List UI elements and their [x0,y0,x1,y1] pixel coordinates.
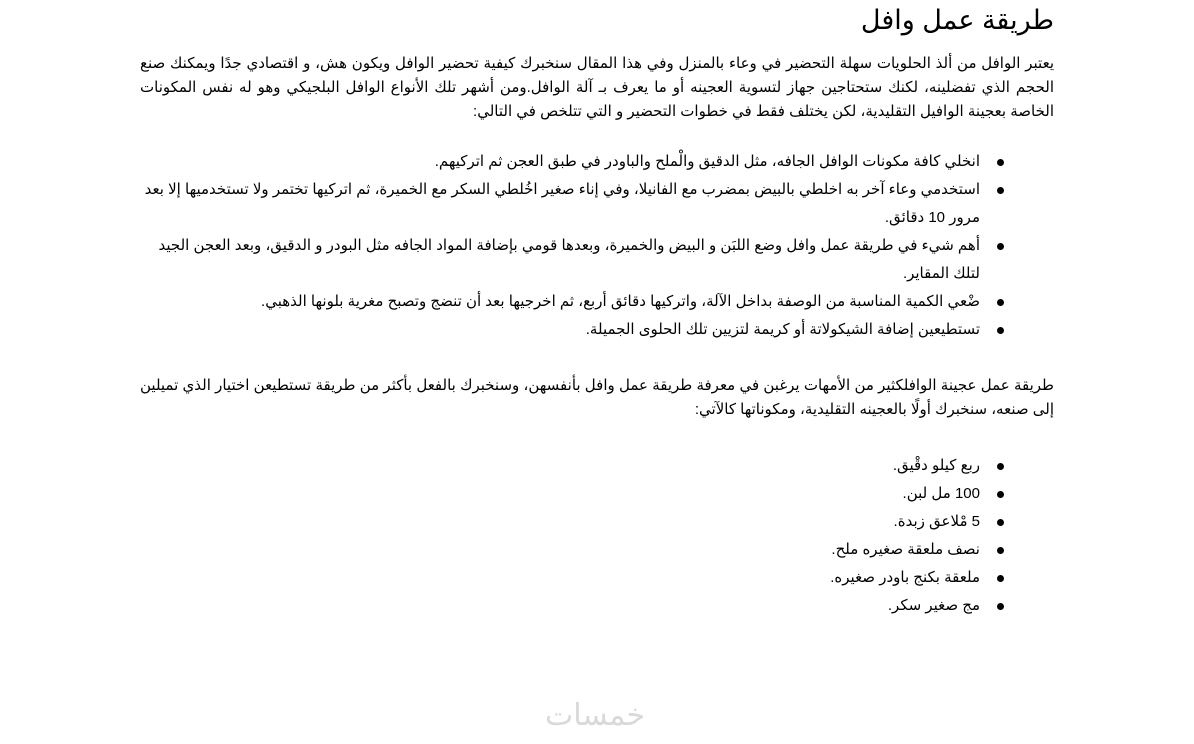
preparation-steps-list [140,148,1054,344]
dough-intro-paragraph: طريقة عمل عجينة الوافلكثير من الأمهات يرغبن في معرفة طريقة عمل وافل بأنفسهن، وسنخبرك بالفعل بأكثر من طريقة تستطيعن اختيار الذي تميلين إلى صنعه، سنخبرك أولًا بالعجينه التقليدية، ومكوناتها كالآتي: [140,377,1054,418]
article [140,0,1054,620]
article-title: طريقة عمل وافل [860,5,1054,35]
step-item: أهم شيء في طريقة عمل وافل وضع اللبَن و البيض والخميرة، وبعدها قومي بإضافة المواد الجافه مثل البودر و الدقيق، وبعد العجن الجيد لتلك المقاير. [140,232,1054,288]
step-item: استخدمي وعاء آخر به اخلطي بالبيض بمضرب مع الفانيلا، وفي إناء صغير اخُلطي السكر مع الخميرة، ثم اتركيها تختمر ولا تستخدميها إلا بعد مرور 10 دقائق. [140,176,1054,232]
step-item: ضْعي الكمية المناسبة من الوصفة بداخل الآلة، واتركيها دقائق أربع، ثم اخرجيها بعد أن تنضج وتصبح مغرية بلونها الذهبي. [140,288,1054,316]
ingredient-item: ربع كيلو دقْيق. [140,452,1054,480]
ingredients-list [140,452,1054,620]
intro-paragraph: يعتبر الوافل من ألذ الحلويات سهلة التحضير في وعاء بالمنزل وفي هذا المقال سنخبرك كيفية تحضير الوافل ويكون هش، و اقتصادي جدًا ويمكنك صنع الحجم الذي تفضلينه، لكنك ستحتاجين جهاز لتسوية العجينه أو ما يعرف بـ آلة الوافل.ومن أشهر تلك الأنواع الوافل البلجيكي وهو له نفس المكونات الخاصة بعجينة الوافيل التقليدية، لكن يختلف فقط في خطوات التحضير و التي تتلخص في التالي: [140,55,1054,120]
ingredient-item: نصف ملعقة صغيره ملح. [140,536,1054,564]
step-item: انخلي كافة مكونات الوافل الجافه، مثل الدقيق والْملح والباودر في طبق العجن ثم اتركيهم. [140,148,1054,176]
ingredient-item: ملعقة بكنج باودر صغيره. [140,564,1054,592]
ingredient-item: مج صغير سكر. [140,592,1054,620]
watermark-logo: خمسات [544,698,646,733]
ingredient-item: 100 مل لبن. [140,480,1054,508]
step-item: تستطيعين إضافة الشيكولاتة أو كريمة لتزيين تلك الحلوى الجميلة. [140,316,1054,344]
ingredient-item: 5 مْلاعق زبدة. [140,508,1054,536]
